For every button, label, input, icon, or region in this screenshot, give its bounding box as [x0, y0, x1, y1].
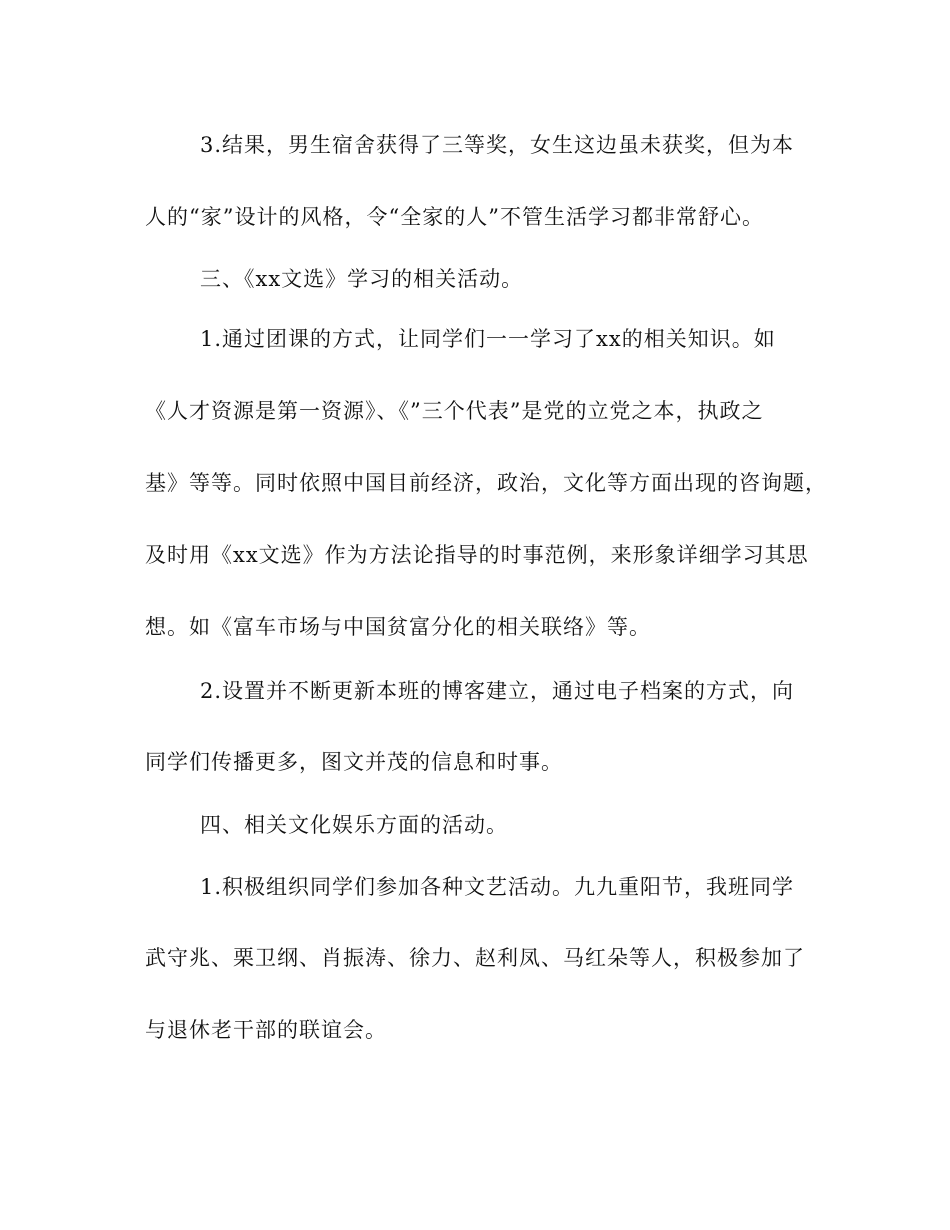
paragraph-result-line-1: 3.结果，男生宿舍获得了三等奖，女生这边虽未获奖，但为本 — [200, 133, 795, 157]
section-heading-4: 四、相关文化娱乐方面的活动。 — [200, 813, 508, 837]
paragraph-study-line-1: 1.通过团课的方式，让同学们一一学习了xx的相关知识。如 — [200, 327, 776, 351]
paragraph-study-line-2: 《人才资源是第一资源》、《”三个代表”是党的立党之本，执政之 — [145, 399, 764, 423]
paragraph-study-line-4: 及时用《xx文选》作为方法论指导的时事范例，来形象详细学习其思 — [145, 543, 809, 567]
paragraph-blog-line-2: 同学们传播更多，图文并茂的信息和时事。 — [145, 750, 563, 774]
paragraph-result-line-2: 人的“家”设计的风格，令“全家的人”不管生活学习都非常舒心。 — [145, 205, 764, 229]
paragraph-activities-line-3: 与退休老干部的联谊会。 — [145, 1018, 387, 1042]
paragraph-activities-line-2: 武守兆、栗卫纲、肖振涛、徐力、赵利凤、马红朵等人，积极参加了 — [145, 946, 805, 970]
paragraph-study-line-3: 基》等等。同时依照中国目前经济，政治，文化等方面出现的咨询题， — [145, 471, 827, 495]
paragraph-study-line-5: 想。如《富车市场与中国贫富分化的相关联络》等。 — [145, 615, 651, 639]
paragraph-activities-line-1: 1.积极组织同学们参加各种文艺活动。九九重阳节，我班同学 — [200, 875, 795, 899]
section-heading-3: 三、《xx文选》学习的相关活动。 — [200, 267, 524, 291]
paragraph-blog-line-1: 2.设置并不断更新本班的博客建立，通过电子档案的方式，向 — [200, 679, 795, 703]
